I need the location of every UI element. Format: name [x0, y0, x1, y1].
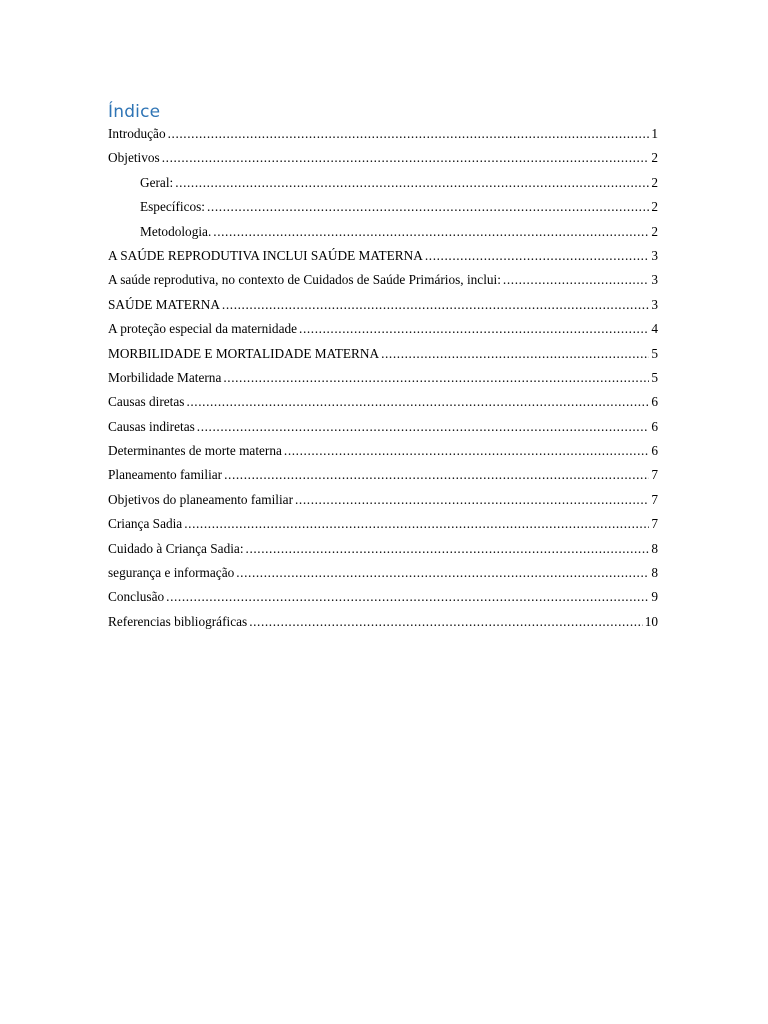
toc-entry[interactable] — [108, 293, 658, 317]
toc-page-number: 5 — [651, 369, 658, 385]
toc-entry-text: Planeamento familiar — [108, 467, 223, 483]
toc-entry[interactable] — [108, 317, 658, 341]
toc-dot-leader — [249, 610, 643, 634]
toc-page-number: 9 — [651, 589, 658, 605]
toc-entry-text: Geral: — [140, 174, 174, 190]
toc-page-number: 7 — [651, 491, 658, 507]
toc-dot-leader — [186, 390, 649, 414]
toc-entry-text: SAÚDE MATERNA — [108, 296, 220, 312]
toc-entry-text: Criança Sadia — [108, 516, 183, 532]
toc-entry[interactable] — [108, 439, 658, 463]
toc-entry-text: segurança e informação — [108, 565, 235, 581]
toc-dot-leader — [213, 220, 649, 244]
toc-entry-text: Objetivos — [108, 150, 160, 166]
toc-entry-text: Determinantes de morte materna — [108, 443, 282, 459]
toc-entry[interactable] — [108, 122, 658, 146]
toc-entry-text: Conclusão — [108, 589, 165, 605]
toc-entry-text: Objetivos do planeamento familiar — [108, 491, 293, 507]
toc-page-number: 2 — [651, 174, 658, 190]
toc-entry[interactable] — [108, 342, 658, 366]
toc-entry-text: Introdução — [108, 126, 166, 141]
toc-entry[interactable] — [108, 268, 658, 292]
toc-entry[interactable] — [108, 195, 658, 219]
toc-entry[interactable] — [108, 220, 658, 244]
toc-page-number: 3 — [651, 247, 658, 263]
toc-page-number: 4 — [651, 321, 658, 337]
toc-entry[interactable] — [108, 537, 658, 561]
toc-entry-text: A saúde reprodutiva, no contexto de Cuidados de Saúde Primários, inclui: — [108, 272, 501, 288]
toc-page-number: 7 — [651, 516, 658, 532]
toc-dot-leader — [184, 512, 649, 536]
toc-dot-leader — [381, 342, 649, 366]
toc-dot-leader — [162, 146, 650, 170]
toc-title: Índice — [108, 102, 161, 122]
toc-dot-leader — [197, 415, 650, 439]
toc-page-number: 6 — [651, 443, 658, 459]
toc-entry[interactable] — [108, 463, 658, 487]
toc-entry-text: A SAÚDE REPRODUTIVA INCLUI SAÚDE MATERNA — [108, 247, 423, 263]
toc-entry[interactable] — [108, 244, 658, 268]
toc-entry-text: Específicos: — [140, 199, 205, 215]
toc-page-number: 10 — [644, 613, 658, 629]
toc-entry[interactable] — [108, 561, 658, 585]
toc-dot-leader — [207, 195, 649, 219]
toc-page-number: 8 — [651, 540, 658, 556]
toc-entry[interactable] — [108, 366, 658, 390]
toc-entry-text: A proteção especial da maternidade — [108, 321, 298, 337]
toc-dot-leader — [223, 366, 649, 390]
toc-dot-leader — [299, 317, 649, 341]
toc-entry[interactable] — [108, 390, 658, 414]
toc-entry-text: MORBILIDADE E MORTALIDADE MATERNA — [108, 345, 380, 361]
toc-list — [108, 122, 658, 634]
toc-dot-leader — [295, 488, 649, 512]
toc-page-number: 8 — [651, 565, 658, 581]
toc-entry[interactable] — [108, 610, 658, 634]
toc-page-number: 1 — [651, 126, 658, 141]
toc-entry[interactable] — [108, 146, 658, 170]
toc-dot-leader — [246, 537, 650, 561]
toc-entry-text: Morbilidade Materna — [108, 369, 222, 385]
toc-dot-leader — [503, 268, 649, 292]
toc-entry-text: Referencias bibliográficas — [108, 613, 248, 629]
toc-entry[interactable] — [108, 171, 658, 195]
toc-entry-text: Metodologia. — [140, 223, 212, 239]
toc-page-number: 5 — [651, 345, 658, 361]
toc-entry[interactable] — [108, 488, 658, 512]
toc-dot-leader — [425, 244, 650, 268]
toc-page-number: 6 — [651, 394, 658, 410]
toc-dot-leader — [224, 463, 649, 487]
toc-page-number: 2 — [651, 223, 658, 239]
toc-entry[interactable] — [108, 415, 658, 439]
toc-page-number: 2 — [651, 150, 658, 166]
toc-entry-text: Causas indiretas — [108, 418, 195, 434]
toc-dot-leader — [236, 561, 649, 585]
toc-dot-leader — [222, 293, 649, 317]
toc-dot-leader — [168, 122, 650, 146]
toc-entry-text: Causas diretas — [108, 394, 185, 410]
toc-page-number: 6 — [651, 418, 658, 434]
toc-dot-leader — [166, 585, 649, 609]
toc-page-number: 3 — [651, 272, 658, 288]
toc-page-number: 7 — [651, 467, 658, 483]
toc-entry[interactable] — [108, 585, 658, 609]
toc-dot-leader — [175, 171, 649, 195]
toc-page-number: 2 — [651, 199, 658, 215]
toc-page-number: 3 — [651, 296, 658, 312]
toc-entry[interactable] — [108, 512, 658, 536]
toc-entry-text: Cuidado à Criança Sadia: — [108, 540, 244, 556]
toc-dot-leader — [284, 439, 649, 463]
